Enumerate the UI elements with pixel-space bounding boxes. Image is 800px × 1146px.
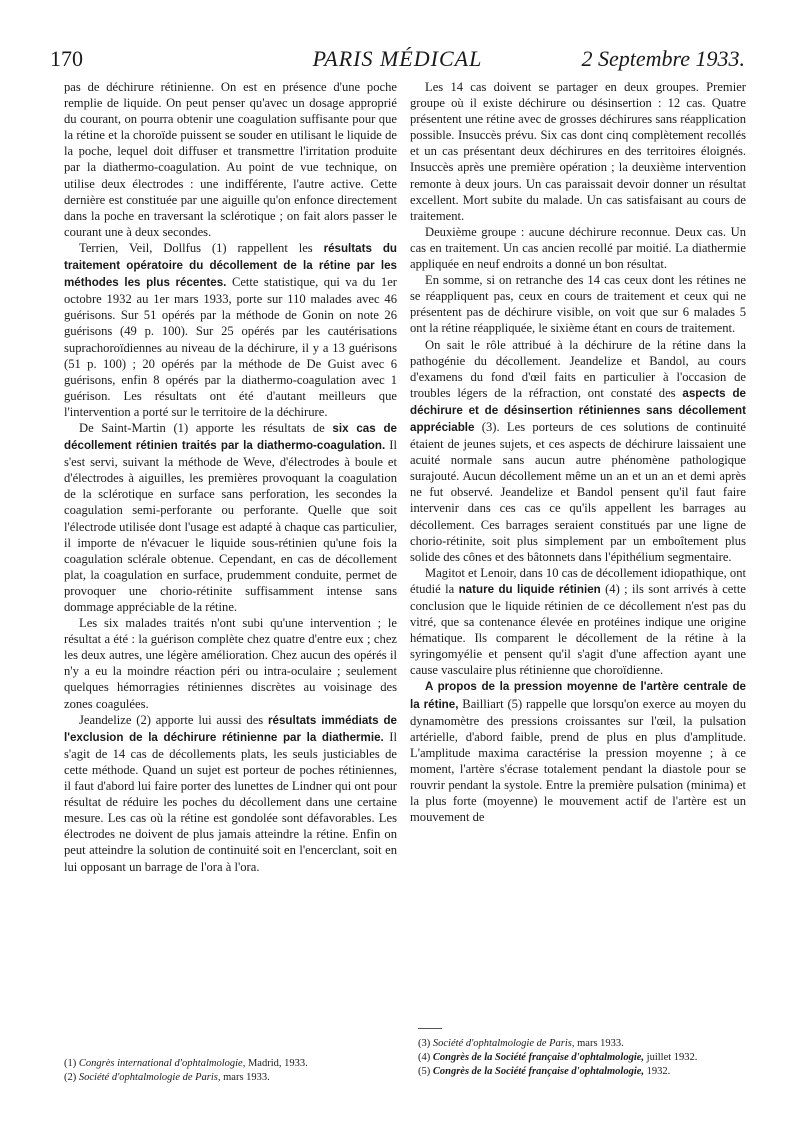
paragraph: Les six malades traités n'ont subi qu'une intervention ; le résultat a été : la guérison complète chez quatre d'entre eux ; chez les deux autres, une légère amélioration. Chez aucun des opérés il n'y a eu la moindre réaction péri ou intra-oculaire ; seulement quelques hémorragies rétiniennes discrètes au voisinage des zones coagulées. <box>64 616 397 711</box>
bold-heading: aspects de déchirure et de désinsertion rétiniennes sans décollement appréciable <box>410 386 746 434</box>
paragraph: A propos de la pression moyenne de l'artère centrale de la rétine, Bailliart (5) rappelle que lorsqu'on exerce au moyen du dynamomètre des pressions croissantes sur l'œil, la pulsation artérielle, d'abord faible, prend de plus en plus d'amplitude. L'amplitude maxima caractérise la pression moyenne ; à ce moment, l'artère s'écrase totalement pendant la diastole pour se rouvrir pendant la systole. Entre la première pulsation (minima) et la plus forte (moyenne) le mouvement actif de l'artère est un mouvement de <box>410 680 746 825</box>
right-column <box>410 79 746 825</box>
bold-heading: résultats immédiats de l'exclusion de la déchirure rétinienne par la diathermie. <box>64 713 397 744</box>
paragraph: De Saint-Martin (1) apporte les résultats de six cas de décollement rétinien traités par la diathermo-coagulation. Il s'est servi, suivant la méthode de Weve, d'électrodes à boule et d'électrodes à aiguilles, les premières provoquant la coagulation de la sclérotique en surface sans perforation, les secondes la coagulation semi-perforante ou perforante. Quelle que soit l'électrode utilisée dont l'usage est adapté à chaque cas particulier, il importe de n'évacuer le liquide sous-rétinien qu'une fois la coagulation sclérale obtenue. Cependant, en cas de décollement plat, la coagulation en surface, prudemment conduite, permet de provoquer une chorio-rétinite suffisamment intense sans dommage appréciable de la rétine. <box>64 420 398 614</box>
paragraph: Magitot et Lenoir, dans 10 cas de décollement idiopathique, ont étudié la nature du liquide rétinien (4) ; ils sont arrivés à cette conclusion que le liquide rétinien de ce décollement n'est pas du vitré, que sa contenance élevée en protéines indique une origine hématique. Ils comparent le décollement de la rétine à la syringomyélie et pensent qu'il s'agit d'une affection ayant une cause vasculaire plus rétinienne que choroïdienne. <box>410 565 746 678</box>
paragraph: En somme, si on retranche des 14 cas ceux dont les rétines ne se réappliquent pas, ceux en cours de traitement et ceux qui ne présentent pas de déchirure visible, on voit que sur 6 malades 5 ont la rétine réappliquée, le sixième étant en cours de traitement. <box>410 273 746 336</box>
footnotes-right <box>418 1037 748 1078</box>
footnote-divider <box>418 1028 442 1029</box>
page-header <box>50 46 745 76</box>
paragraph: Deuxième groupe : aucune déchirure reconnue. Deux cas. Un cas en traitement. Un cas ancien recollé par moitié. La diathermie appliquée en neuf endroits a donné un bon résultat. <box>410 224 746 272</box>
paragraph: On sait le rôle attribué à la déchirure de la rétine dans la pathogénie du décollement. Jeandelize et Bandol, au cours d'examens du fond d'œil faits en particulier à l'occasion de troubles légers de la réfraction, ont constaté des aspects de déchirure et de désinsertion rétiniennes sans décollement appréciable (3). Les porteurs de ces solutions de continuité étaient de jeunes sujets, et ces aspects de déchirure laissaient une acuité normale sans aucun autre phénomène pathologique surajouté. Aucun décollement même un an et un an et demi après ne fut observé. Jeandelize et Bandol pensent qu'il faut faire intervenir dans ces cas ce qu'ils appellent les barrages au décollement. Ces barrages seraient constitués par une ligne de chorio-rétinite, soit plus simplement par un emboîtement plus solide des cônes et des bâtonnets dans l'épithélium segmentaire. <box>410 337 746 564</box>
footnote: (2) Société d'ophtalmologie de Paris, mars 1933. <box>64 1071 270 1083</box>
footnote: (4) Congrès de la Société française d'ophtalmologie, juillet 1932. <box>418 1051 698 1063</box>
paragraph: Terrien, Veil, Dollfus (1) rappellent les résultats du traitement opératoire du décollement de la rétine par les méthodes les plus récentes. Cette statistique, qui va du 1er octobre 1932 au 1er mars 1933, porte sur 110 malades avec 46 guérisons. Sur 51 opérés par la méthode de Gonin on note 26 guérisons (49 p. 100). Sur 25 opérés par les cautérisations suprachoroïdiennes au niveau de la déchirure, il y a 13 guérisons (51 p. 100) ; 20 opérés par la méthode de De Guist avec 6 guérisons, enfin 8 opérés par la diathermo-coagulation avec 1 guérison. Les résultats ont été d'autant meilleurs que l'intervention a porté sur le territoire de la déchirure. <box>64 240 398 419</box>
bold-heading: résultats du traitement opératoire du décollement de la rétine par les méthodes les plus récentes. <box>64 241 397 290</box>
page-number: 170 <box>50 46 83 71</box>
footnote: (3) Société d'ophtalmologie de Paris, mars 1933. <box>418 1038 624 1049</box>
footnote: (1) Congrès international d'ophtalmologie, Madrid, 1933. <box>64 1058 308 1069</box>
issue-date: 2 Septembre 1933. <box>581 46 745 71</box>
footnotes-left <box>64 1057 397 1085</box>
bold-heading: six cas de décollement rétinien traités par la diathermo-coagulation. <box>64 421 398 453</box>
bold-heading: nature du liquide rétinien <box>458 582 601 596</box>
paragraph: Les 14 cas doivent se partager en deux groupes. Premier groupe où il existe déchirure ou désinsertion : 12 cas. Quatre présentent une rétine avec de grosses déchirures sans réapplication possible. Insuccès prévu. Six cas dont cinq complètement recollés et un cas présentant deux déchirures en des territoires éloignés. Insuccès après une première opération ; la deuxième intervention remonte à deux jours. Un cas paraissait devoir donner un résultat excellent. Mort subite du malade. Un cas satisfaisant au cours de traitement. <box>410 80 746 223</box>
footnote: (5) Congrès de la Société française d'ophtalmologie, 1932. <box>418 1065 671 1077</box>
journal-title: PARIS MÉDICAL <box>312 46 483 71</box>
left-column <box>64 79 397 875</box>
bold-heading: A propos de la pression moyenne de l'artère centrale de la rétine, <box>410 680 746 711</box>
paragraph: Jeandelize (2) apporte lui aussi des résultats immédiats de l'exclusion de la déchirure rétinienne par la diathermie. Il s'agit de 14 cas de décollements plats, les seuls justiciables de cette méthode. Quand un sujet est porteur de poches rétiniennes, il faut d'abord lui faire porter des lunettes de Lindner qui ont pour résultat de réduire les poches du décollement dans une certaine mesure. Les cas où la rétine est gondolée sont défavorables. Les électrodes ne doivent de plus jamais atteindre la rétine. Enfin on peut atteindre la solution de continuité soit en l'encerclant, soit en lui opposant un barrage de l'ora à l'ora. <box>64 712 397 874</box>
paragraph: pas de déchirure rétinienne. On est en présence d'une poche remplie de liquide. On peut penser qu'avec un dosage approprié du courant, on pourra obtenir une coagulation suffisante pour que la rétine et la choroïde puissent se souder en utilisant le liquide de la poche, lequel doit diffuser et transmettre l'irritation produite par la diathermo-coagulation. Au point de vue technique, on utilise deux électrodes : une indifférente, l'autre active. Cette dernière est constituée par une aiguille qu'on enfonce directement dans la poche en traversant la sclérotique ; on fait alors passer le courant une à deux secondes. <box>64 80 397 239</box>
